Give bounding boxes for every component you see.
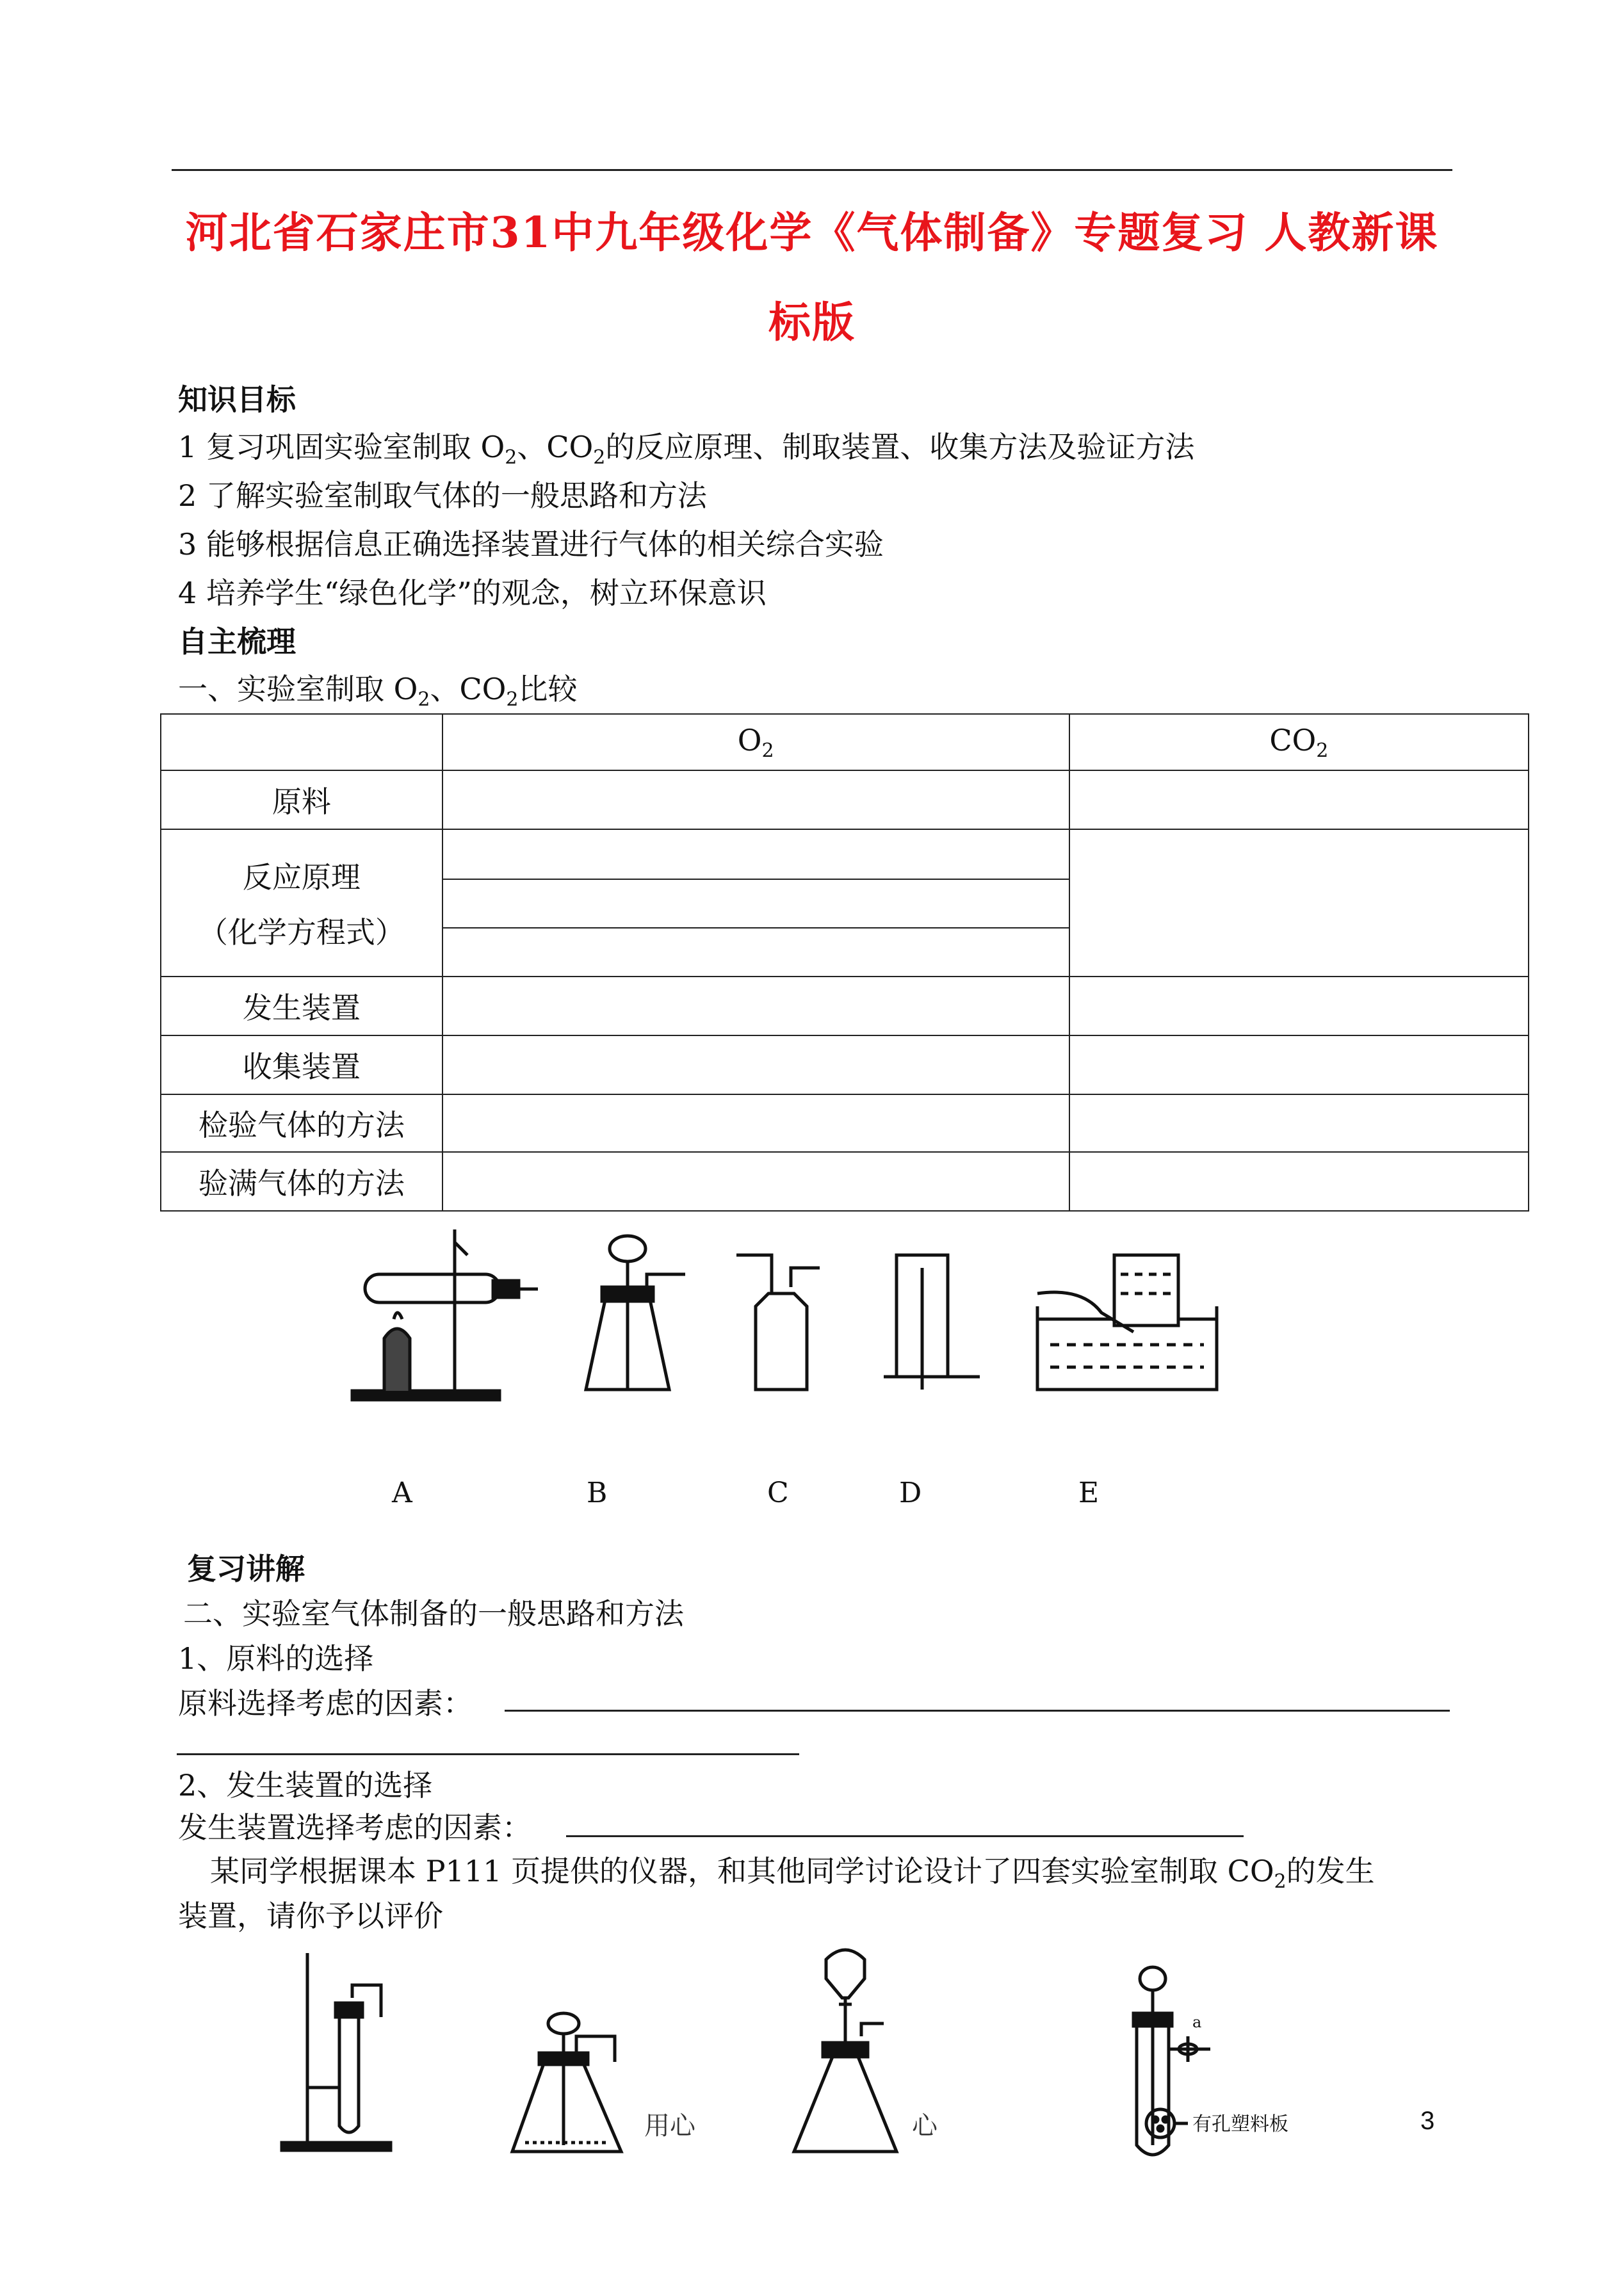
- row-label: 发生装置: [161, 977, 443, 1035]
- table-cell[interactable]: [1069, 977, 1529, 1035]
- table-cell[interactable]: [443, 1094, 1069, 1152]
- table-row: [161, 977, 1529, 1035]
- title-line-2: 标版: [768, 297, 856, 347]
- generator-2-icon: [512, 2013, 621, 2152]
- step-2-heading: 2、发生装置的选择: [178, 1768, 433, 1803]
- table-cell[interactable]: [1069, 1035, 1529, 1094]
- table-cell[interactable]: [443, 977, 1069, 1035]
- label-c: C: [767, 1477, 789, 1509]
- row-label: 收集装置: [161, 1035, 443, 1094]
- label-e: E: [1078, 1477, 1100, 1509]
- generator-3-icon: [794, 1950, 897, 2152]
- table-cell[interactable]: [1069, 829, 1529, 977]
- col-co2: $CO_2$: [1069, 714, 1529, 770]
- objective-3: 3 能够根据信息正确选择装置进行气体的相关综合实验: [178, 527, 884, 562]
- valve-label: a: [1192, 2013, 1202, 2031]
- section-2-heading: 二、实验室气体制备的一般思路和方法: [183, 1596, 684, 1631]
- equation-divider: [443, 927, 1069, 929]
- label-a: A: [392, 1477, 412, 1509]
- page-number: 3: [1420, 2107, 1435, 2135]
- table-row: [161, 829, 1529, 977]
- equation-divider: [443, 879, 1069, 880]
- apparatus-b-icon: [586, 1236, 685, 1390]
- table-cell[interactable]: [443, 829, 1069, 977]
- table-cell[interactable]: [443, 770, 1069, 829]
- row-label: 验满气体的方法: [161, 1152, 443, 1211]
- table-corner: [161, 714, 443, 770]
- table-row: [161, 1152, 1529, 1211]
- header-rule: [172, 169, 1452, 171]
- table-row: [161, 1094, 1529, 1152]
- title-line-1: 河北省石家庄市31中九年级化学《气体制备》专题复习 人教新课: [185, 207, 1439, 257]
- apparatus-c-icon: [736, 1255, 820, 1390]
- stray-mark: 用心: [644, 2111, 695, 2141]
- row-label: 检验气体的方法: [161, 1094, 443, 1152]
- stray-mark: 心: [912, 2111, 938, 2141]
- step-1-prompt: 原料选择考虑的因素：: [178, 1686, 473, 1721]
- table-cell[interactable]: [1069, 1094, 1529, 1152]
- table-header-row: [161, 714, 1529, 770]
- objective-2: 2 了解实验室制取气体的一般思路和方法: [178, 478, 707, 513]
- col-o2: $O_2$: [443, 714, 1069, 770]
- apparatus-a-icon: [352, 1229, 538, 1400]
- self-study-subtitle: 一、实验室制取 $O_2$、$CO_2$比较: [178, 672, 578, 711]
- plate-label: 有孔塑料板: [1192, 2113, 1288, 2136]
- generator-1-icon: [282, 1953, 391, 2150]
- apparatus-e-icon: [1037, 1255, 1217, 1390]
- objectives-heading: 知识目标: [178, 382, 296, 417]
- objective-1: 1 复习巩固实验室制取 $O_2$、$CO_2$的反应原理、制取装置、收集方法及验证方法: [178, 430, 1195, 469]
- label-d: D: [899, 1477, 922, 1509]
- table-cell[interactable]: [1069, 1152, 1529, 1211]
- co2-generators-figure: [243, 1934, 1332, 2167]
- step-2-prompt: 发生装置选择考虑的因素：: [178, 1810, 532, 1845]
- row-label: 反应原理 （化学方程式）: [161, 829, 443, 977]
- objective-4: 4 培养学生“绿色化学”的观念，树立环保意识: [178, 576, 767, 610]
- row-label: 原料: [161, 770, 443, 829]
- table-row: [161, 1035, 1529, 1094]
- review-heading: 复习讲解: [187, 1552, 305, 1586]
- apparatus-figure: [346, 1217, 1255, 1409]
- table-cell[interactable]: [1069, 770, 1529, 829]
- apparatus-d-icon: [884, 1255, 980, 1390]
- paragraph-line-1: 某同学根据课本 P111 页提供的仪器，和其他同学讨论设计了四套实验室制取 $CO_2$的发生: [210, 1854, 1375, 1893]
- answer-line[interactable]: [177, 1753, 799, 1755]
- step-1-heading: 1、原料的选择: [178, 1641, 374, 1676]
- table-cell[interactable]: [443, 1152, 1069, 1211]
- answer-line[interactable]: [566, 1835, 1244, 1837]
- paragraph-line-2: 装置，请你予以评价: [178, 1899, 443, 1933]
- answer-line[interactable]: [505, 1710, 1450, 1712]
- self-study-heading: 自主梳理: [178, 624, 296, 659]
- label-b: B: [587, 1477, 608, 1509]
- comparison-table: [160, 713, 1529, 1212]
- table-cell[interactable]: [443, 1035, 1069, 1094]
- table-row: [161, 770, 1529, 829]
